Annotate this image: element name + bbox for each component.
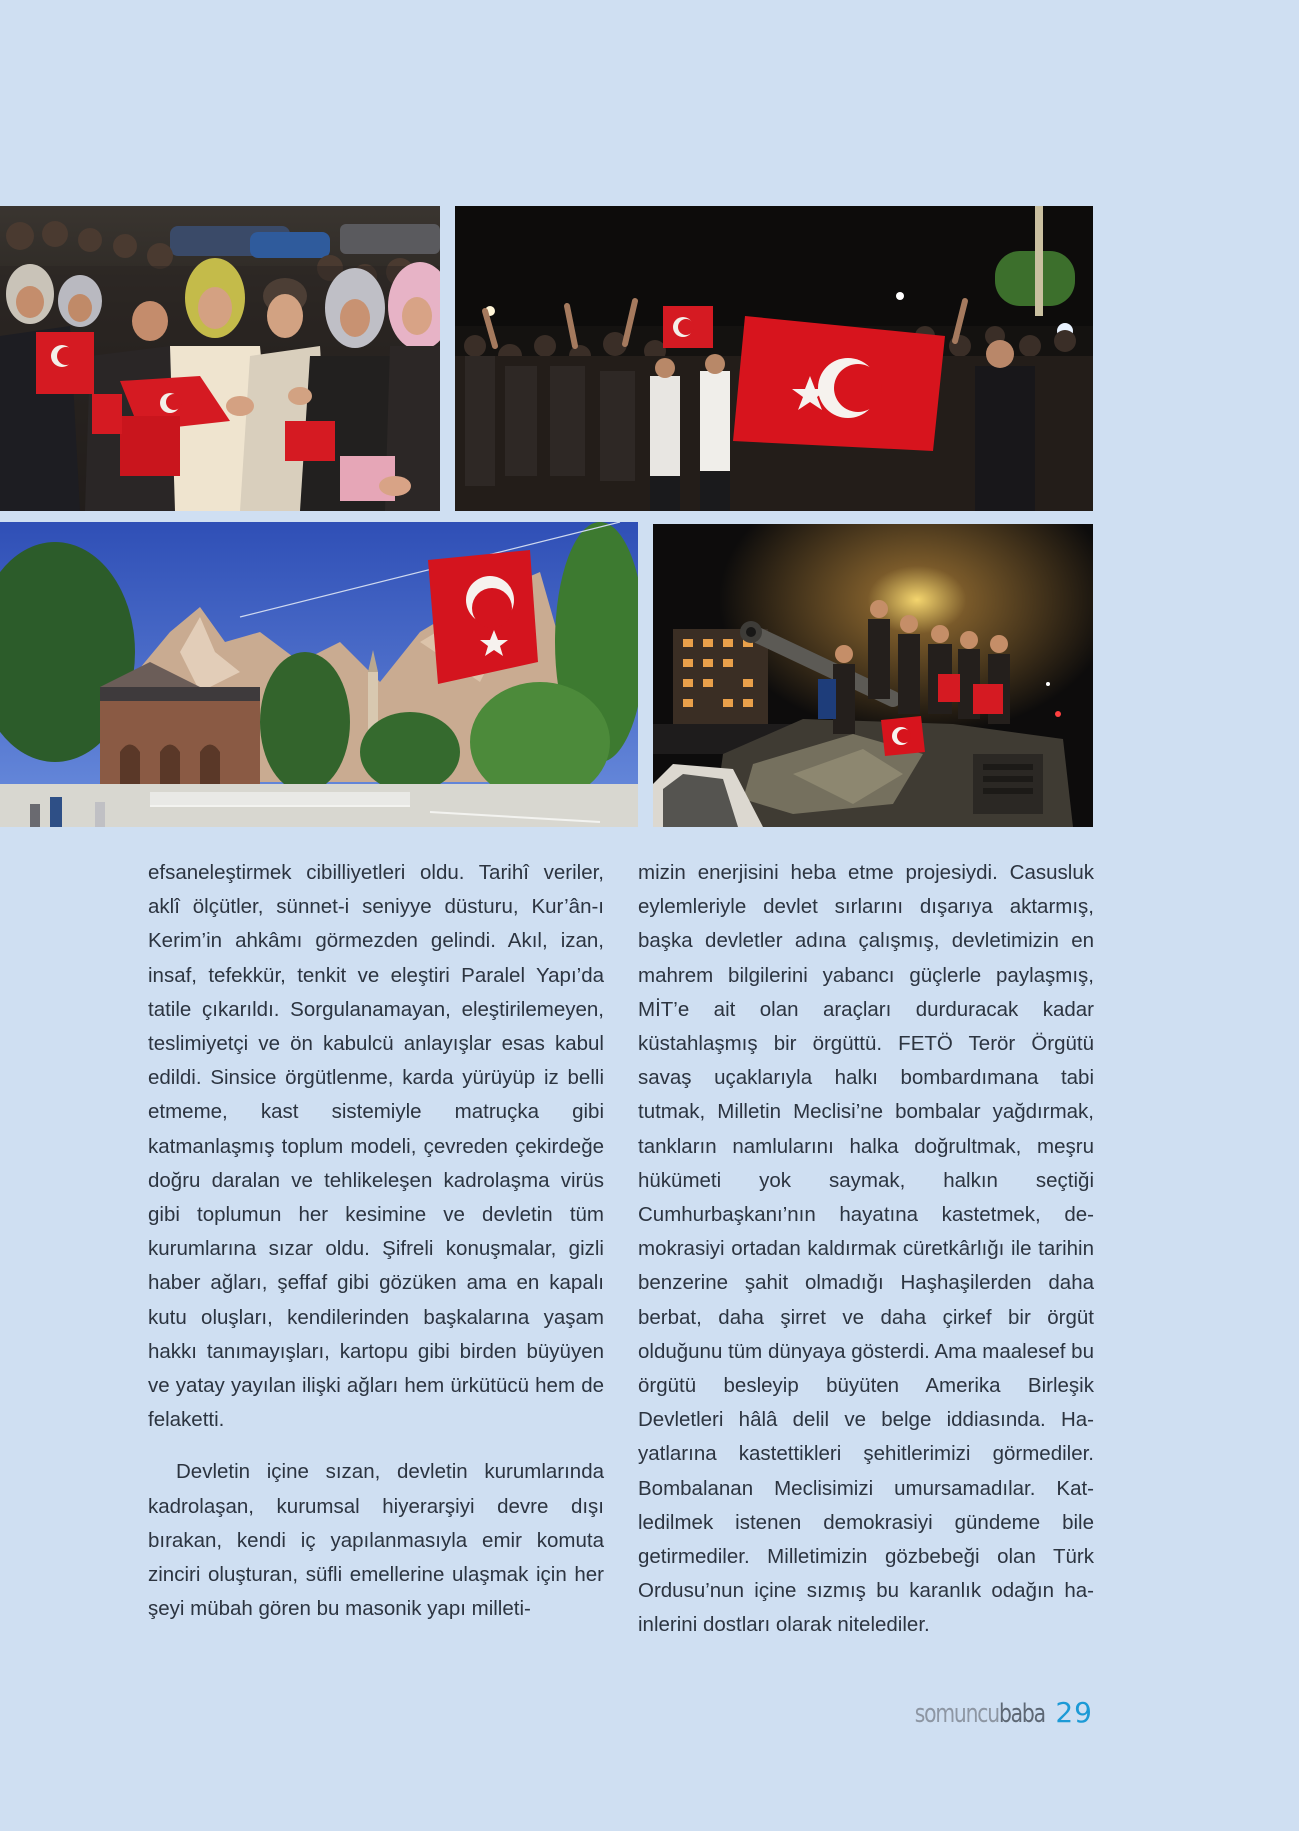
logo-part-light: somuncu xyxy=(915,1699,1000,1729)
page-number: 29 xyxy=(1055,1696,1093,1729)
text-column-left xyxy=(148,856,604,1626)
mountain-mosque-flag-photo xyxy=(0,522,638,827)
text-column-right xyxy=(638,856,1094,1643)
paragraph: mizin enerjisini heba etme projesiydi. Casusluk eylemleriyle devlet sırlarını dışarıya aktarmış, başka devletler adına çalışmış, devletimizin en mahrem bilgilerini yabancı güçlerle paylaşmış, MİT’e ait olan araçları durduracak kadar küstahlaşmış bir örgüttü. FETÖ Terör Örgütü savaş uçaklarıyla halkı bombardımana tabi tutmak, Milletin Meclisi’ne bombalar yağdırmak, tankların namlularını halka doğrultmak, meşru hükümeti yok saymak, halkın seçtiği Cumhurbaşkanı’nın hayatına kastetmek, demokrasiyi ortadan kaldırmak cüretkârlığı ile tarihin benzerine şahit olmadığı Haşhaşilerden daha berbat, daha şirret ve daha çirkef bir örgüt olduğunu tüm dünyaya gösterdi. Ama maalesef bu örgütü besleyip büyüten Amerika Birleşik Devletleri hâlâ delil ve belge iddiasında. Hayatlarına kastettikleri şehitlerimizi görmediler. Bombalanan Meclisimizi umursamadılar. Katledilmek istenen demokrasiyi gündeme bile getirmediler. Milletimizin gözbebeği olan Türk Ordusu’nun içine sızmış bu karanlık odağın hainlerini dostları olarak nitelediler. xyxy=(638,861,1094,1637)
page-footer xyxy=(878,1696,1093,1729)
women-praying-with-flags-photo xyxy=(0,206,440,511)
paragraph: efsaneleştirmek cibilliyetleri oldu. Tarihî veriler, aklî ölçütler, sünnet-i seniyye düsturu, Kur’ân-ı Kerim’in ahkâmı görmezden gelindi. Akıl, izan, insaf, tefekkür, tenkit ve eleştiri Paralel Yapı’da tatile çıkarıldı. Sorgulanamayan, eleştirilemeyen, teslimiyetçi ve ön kabulcü anlayışlar esas kabul edildi. Sinsice örgütlenme, karda yürüyüp iz belli etmeme, kast sistemiyle matruçka gibi katmanlaşmış toplum modeli, çevreden çekirdeğe doğru daralan ve tehlikeleşen kadrolaşma virüs gibi toplumun her kesimine ve devletin tüm kurumlarına sızar oldu. Şifreli konuşmalar, gizli haber ağları, şeffaf gibi gözüken ama en kapalı kutu oluşları, kendilerinden başkalarına yaşam hakkı tanımayışları, kartopu gibi birden büyüyen ve yatay yayılan ilişki ağları hem ürkütücü hem de felaketti. xyxy=(148,861,604,1432)
magazine-logo xyxy=(915,1699,1045,1729)
logo-part-dark: baba xyxy=(999,1699,1046,1729)
paragraph: Devletin içine sızan, devletin kurumlarında kadrolaşan, kurumsal hiyerarşiyi devre dışı bırakan, kendi iç yapılanmasıyla emir komuta zinciri oluşturan, süfli emellerine ulaşmak için her şeyi mübah gören bu masonik yapı milleti- xyxy=(148,1460,604,1621)
people-on-tank-photo xyxy=(653,524,1093,827)
night-crowd-with-turkish-flag-photo xyxy=(455,206,1093,511)
